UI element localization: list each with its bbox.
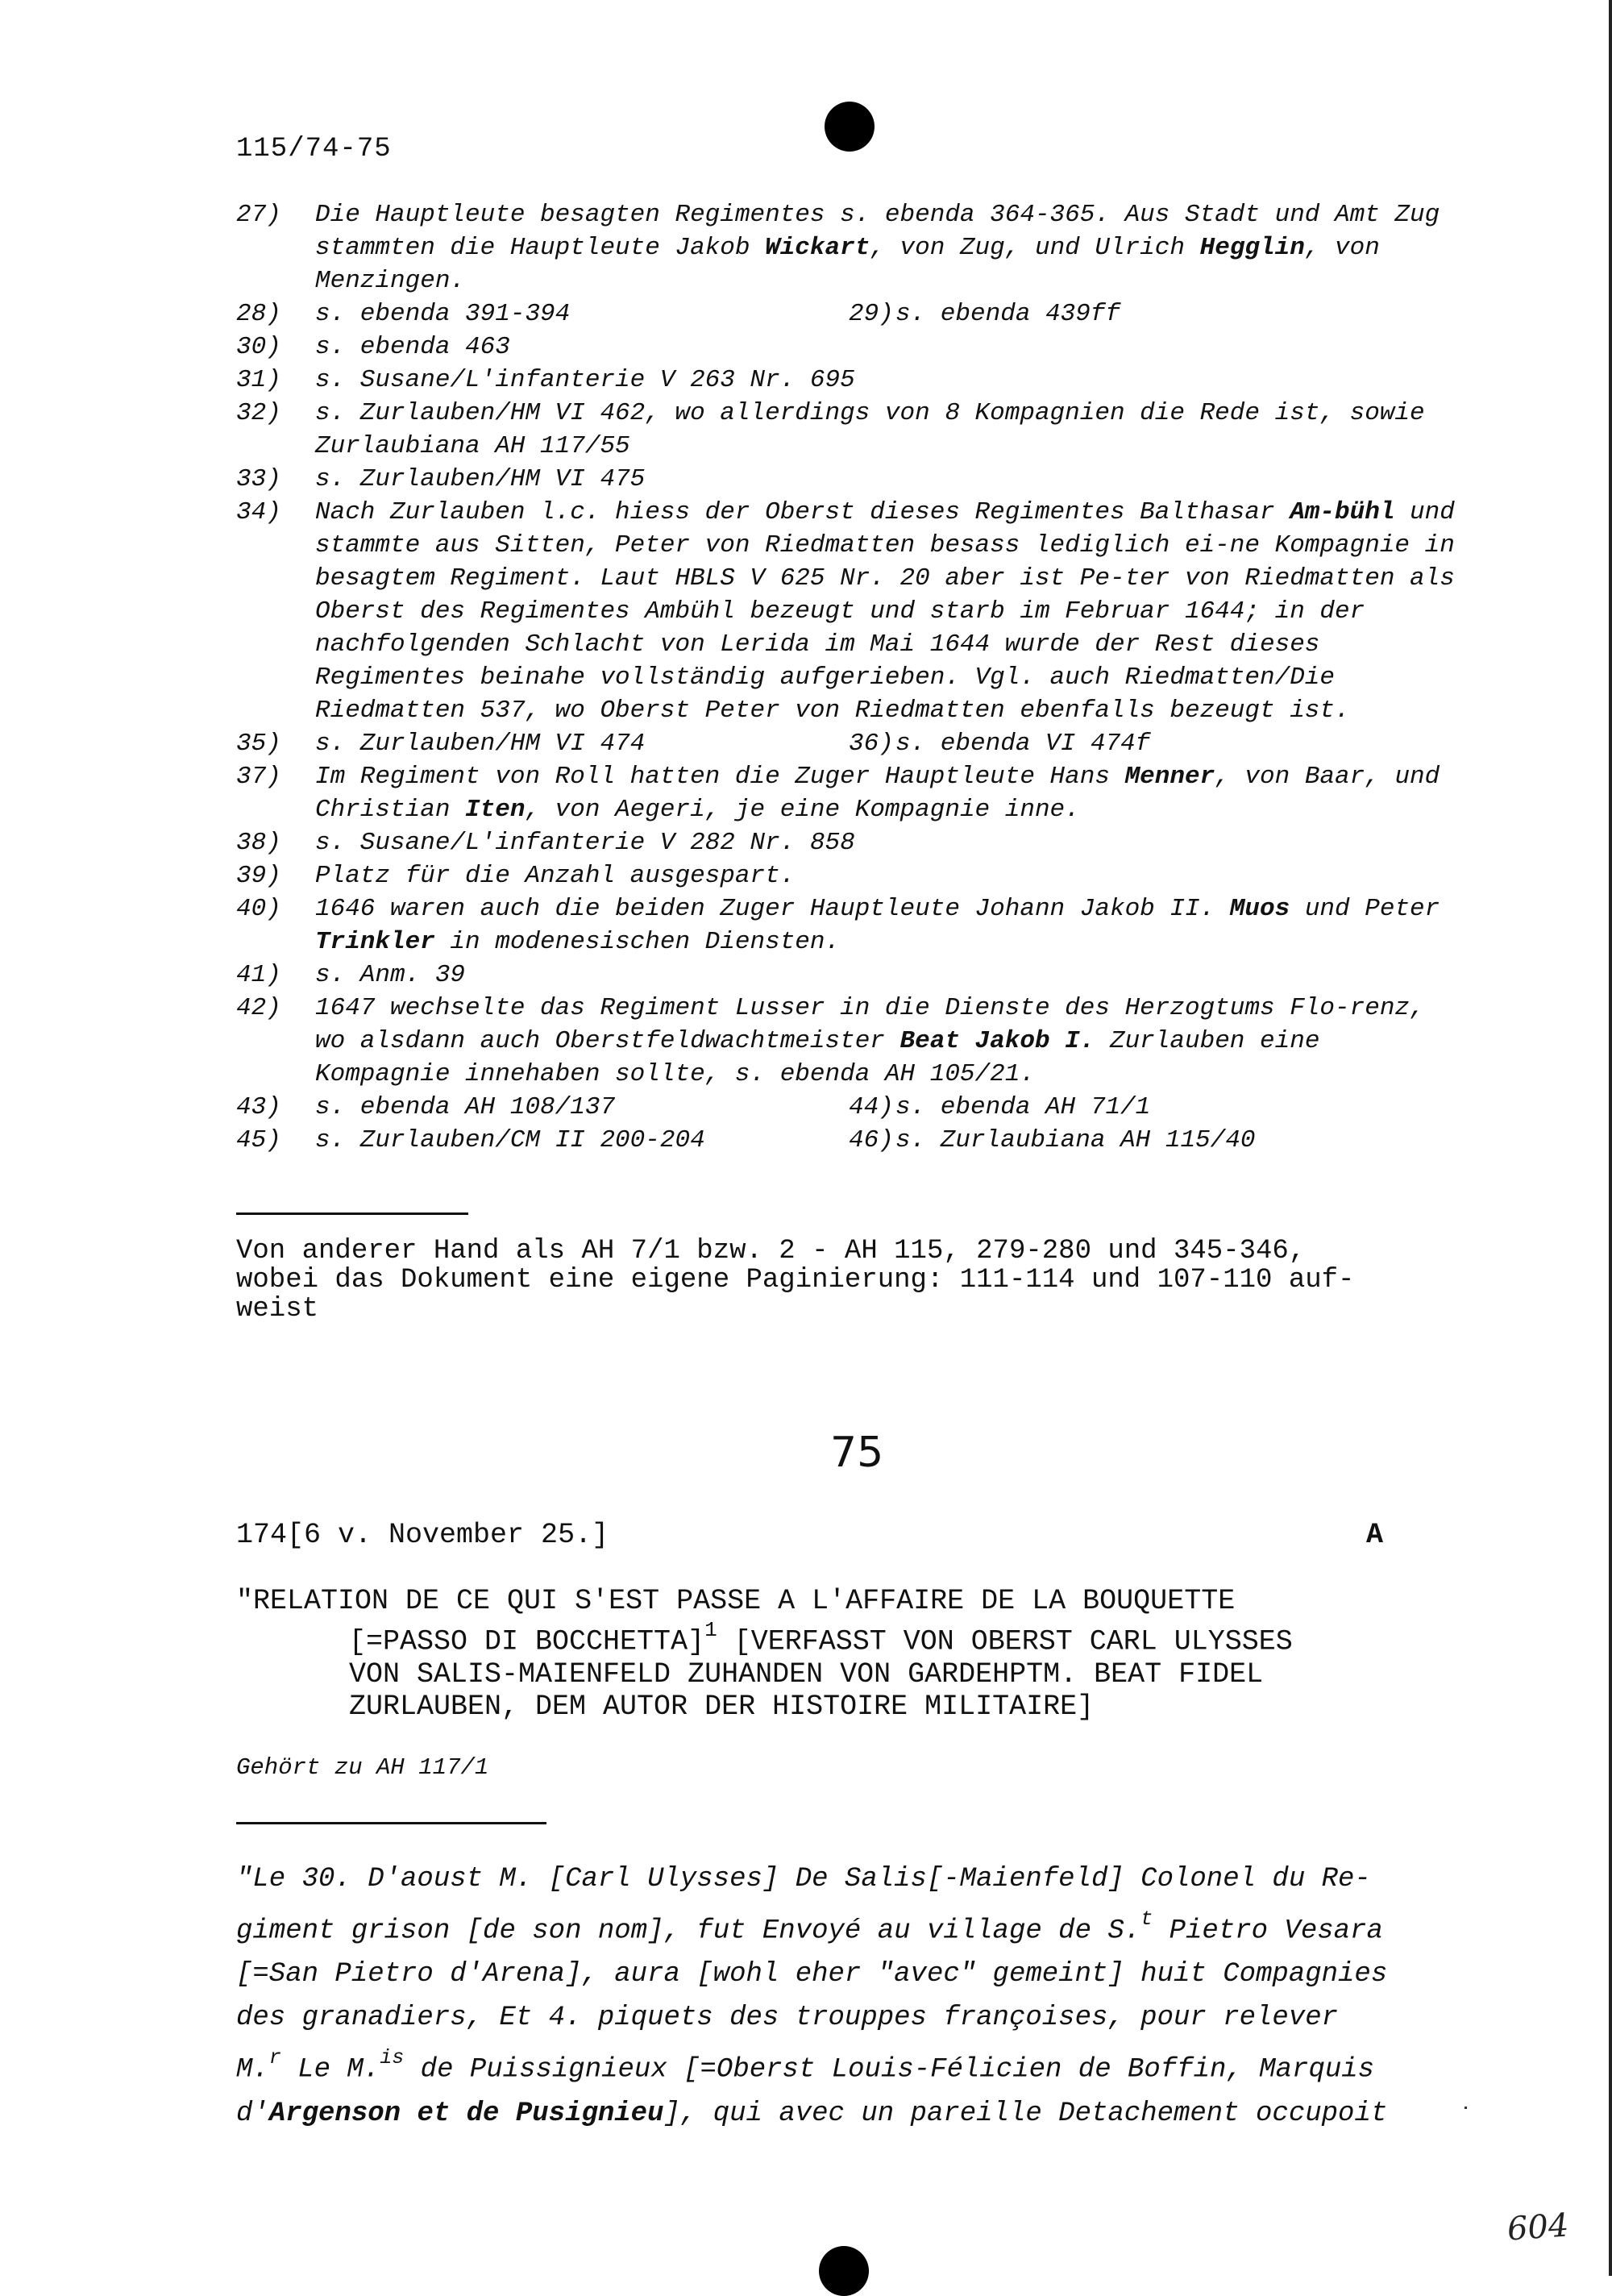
footnote-number: 29) xyxy=(849,300,894,328)
scan-edge-line xyxy=(1609,0,1612,2276)
footnote-number: 40) xyxy=(236,895,281,923)
footnote-text: s. ebenda AH 108/137 44) s. ebenda AH 71/1 xyxy=(315,1091,1460,1124)
footnote-number: 43) xyxy=(236,1093,281,1121)
footnote-number: 28) xyxy=(236,300,281,328)
footnote-number: 42) xyxy=(236,994,281,1022)
document-title xyxy=(236,1585,1510,1723)
body-line: [=San Pietro d'Arena], aura [wohl eher "avec" gemeint] huit Compagnies xyxy=(236,1959,1388,1990)
footnote-number: 32) xyxy=(236,399,281,427)
title-line-3: VON SALIS-MAIENFELD ZUHANDEN VON GARDEHPTM. BEAT FIDEL xyxy=(349,1658,1264,1691)
footnote-number: 36) xyxy=(849,730,894,758)
footnote-number: 45) xyxy=(236,1126,281,1154)
footnote xyxy=(236,1091,1461,1124)
footnote xyxy=(236,1124,1461,1157)
footnote-text: s. ebenda 391-394 29) s. ebenda 439ff xyxy=(315,297,1460,331)
footnote xyxy=(236,826,1461,859)
document-number: 75 xyxy=(830,1429,884,1477)
belongs-to-note: Gehört zu AH 117/1 xyxy=(236,1754,489,1781)
footnote xyxy=(236,959,1461,992)
footnote xyxy=(236,198,1461,297)
footnote xyxy=(236,496,1461,727)
footnote-text: s. Zurlauben/HM VI 475 xyxy=(315,465,646,493)
footnote-number: 46) xyxy=(849,1126,894,1154)
footnote-text: s. Zurlauben/HM VI 474 36) s. ebenda VI 474f xyxy=(315,727,1460,760)
title-line-2: [=PASSO DI BOCCHETTA]$^1$ [VERFASST VON OBERST CARL ULYSSES xyxy=(349,1618,1293,1658)
footnote xyxy=(236,992,1461,1091)
footnote-number: 35) xyxy=(236,730,281,758)
separator-rule xyxy=(236,1212,468,1215)
footnote xyxy=(236,364,1461,397)
footnote-number: 30) xyxy=(236,333,281,361)
footnote-text: s. Susane/L'infanterie V 263 Nr. 695 xyxy=(315,366,855,394)
footnote-number: 27) xyxy=(236,201,281,229)
footnote-number: 41) xyxy=(236,961,281,989)
footnote xyxy=(236,463,1461,496)
footnote-number: 39) xyxy=(236,862,281,890)
body-line: des granadiers, Et 4. piquets des trouppes françoises, pour relever xyxy=(236,2003,1339,2034)
body-line: M.$^r$ Le M.$^{is}$ de Puissignieux [=Oberst Louis-Félicien de Boffin, Marquis xyxy=(236,2046,1375,2086)
footnote xyxy=(236,859,1461,892)
footnote xyxy=(236,892,1461,959)
footnotes-list xyxy=(236,198,1461,1157)
footnote xyxy=(236,297,1461,331)
footnote-number: 33) xyxy=(236,465,281,493)
footnote-text: Platz für die Anzahl ausgespart. xyxy=(315,862,796,890)
footnote-text: 1647 wechselte das Regiment Lusser in die Dienste des Herzogtums Flo-renz, wo alsdann auch Oberstfeldwachtmeister Beat Jakob I. Zurlauben eine Kompagnie innehaben sollte, s. ebenda AH 105/21. xyxy=(315,994,1425,1088)
footnote-number: 44) xyxy=(849,1093,894,1121)
footnote-marker: 1 xyxy=(704,1618,717,1642)
body-line: "Le 30. D'aoust M. [Carl Ulysses] De Salis[-Maienfeld] Colonel du Re- xyxy=(236,1864,1371,1895)
footnote-text: Die Hauptleute besagten Regimentes s. ebenda 364-365. Aus Stadt und Amt Zug stammten die Hauptleute Jakob Wickart, von Zug, und Ulrich Hegglin, von Menzingen. xyxy=(315,201,1440,295)
footnote-text: 1646 waren auch die beiden Zuger Hauptleute Johann Jakob II. Muos und Peter Trinkler in modenesischen Diensten. xyxy=(315,895,1440,956)
footnote-text: s. Zurlauben/HM VI 462, wo allerdings von 8 Kompagnien die Rede ist, sowie Zurlaubiana AH 117/55 xyxy=(315,399,1425,460)
footnote-number: 31) xyxy=(236,366,281,394)
footnote-number: 34) xyxy=(236,498,281,526)
footnote-text: s. Anm. 39 xyxy=(315,961,466,989)
footnote xyxy=(236,760,1461,826)
punch-hole-top xyxy=(825,102,875,152)
footnote-number: 37) xyxy=(236,763,281,791)
punch-hole-bottom xyxy=(819,2246,869,2296)
source-note: Von anderer Hand als AH 7/1 bzw. 2 - AH 115, 279-280 und 345-346, wobei das Dokument eine eigene Paginierung: 111-114 und 107-110 auf- weist xyxy=(236,1236,1355,1325)
body-line: giment grison [de son nom], fut Envoyé au village de S.$^t$ Pietro Vesara xyxy=(236,1907,1383,1947)
document-letter: A xyxy=(1366,1519,1384,1551)
footnote-number: 38) xyxy=(236,829,281,857)
title-line-4: ZURLAUBEN, DEM AUTOR DER HISTOIRE MILITAIRE] xyxy=(349,1690,1095,1723)
document-date: 174[6 v. November 25.] xyxy=(236,1519,609,1551)
footnote-text: Nach Zurlauben l.c. hiess der Oberst dieses Regimentes Balthasar Am-bühl und stammte aus Sitten, Peter von Riedmatten besass lediglich ei-ne Kompagnie in besagtem Regiment. Laut HBLS V 625 Nr. 20 aber ist Pe-ter von Riedmatten als Oberst des Regimentes Ambühl bezeugt und starb im Februar 1644; in der nachfolgenden Schlacht von Lerida im Mai 1644 wurde der Rest dieses Regimentes beinahe vollständig aufgerieben. Vgl. auch Riedmatten/Die Riedmatten 537, wo Oberst Peter von Riedmatten ebenfalls bezeugt ist. xyxy=(315,498,1455,725)
title-line-1: "RELATION DE CE QUI S'EST PASSE A L'AFFAIRE DE LA BOUQUETTE xyxy=(236,1585,1236,1617)
document-reference: 115/74-75 xyxy=(236,134,392,164)
footnote xyxy=(236,331,1461,364)
footnote-text: s. Susane/L'infanterie V 282 Nr. 858 xyxy=(315,829,855,857)
footnote xyxy=(236,727,1461,760)
footnote-text: s. Zurlauben/CM II 200-204 46) s. Zurlaubiana AH 115/40 xyxy=(315,1124,1460,1157)
body-line: d'Argenson et de Pusignieu], qui avec un pareille Detachement occupoit xyxy=(236,2098,1388,2129)
handwritten-page-number: 604 xyxy=(1506,2207,1570,2248)
footnote-text: Im Regiment von Roll hatten die Zuger Hauptleute Hans Menner, von Baar, und Christian Iten, von Aegeri, je eine Kompagnie inne. xyxy=(315,763,1440,824)
footnote-text: s. ebenda 463 xyxy=(315,333,510,361)
separator-rule xyxy=(236,1822,546,1824)
footnote xyxy=(236,397,1461,463)
document-body xyxy=(236,1857,1494,2136)
